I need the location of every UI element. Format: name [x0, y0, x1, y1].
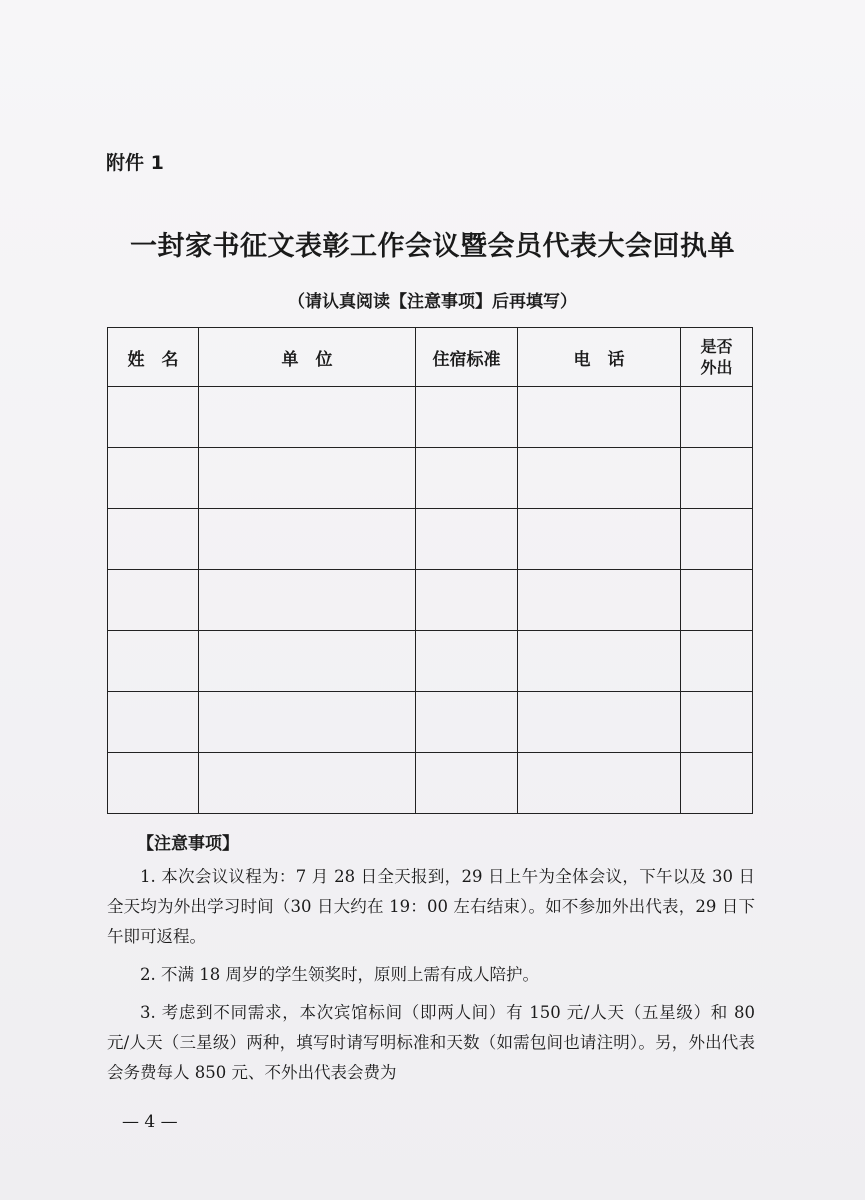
form-cell[interactable]: [518, 753, 681, 814]
form-cell[interactable]: [518, 570, 681, 631]
note-item-1: 1. 本次会议议程为：7 月 28 日全天报到，29 日上午为全体会议，下午以及 30 日全天均为外出学习时间（30 日大约在 19：00 左右结束）。如不参加外出代表，29 日下午即可返程。: [107, 867, 755, 946]
form-cell[interactable]: [199, 570, 416, 631]
form-cell[interactable]: [416, 570, 518, 631]
form-cell[interactable]: [416, 387, 518, 448]
header-unit: 单 位: [199, 328, 416, 387]
page-subtitle: （请认真阅读【注意事项】后再填写）: [288, 292, 577, 312]
table-row: [108, 692, 753, 753]
form-cell[interactable]: [199, 387, 416, 448]
note-item-2: 2. 不满 18 周岁的学生领奖时，原则上需有成人陪护。: [140, 965, 539, 984]
page-title: 一封家书征文表彰工作会议暨会员代表大会回执单: [130, 231, 735, 262]
form-cell[interactable]: [681, 387, 753, 448]
header-outing: [681, 328, 753, 387]
form-cell[interactable]: [681, 509, 753, 570]
form-cell[interactable]: [199, 631, 416, 692]
form-cell[interactable]: [681, 631, 753, 692]
form-cell[interactable]: [518, 387, 681, 448]
form-cell[interactable]: [416, 631, 518, 692]
table-row: [108, 448, 753, 509]
form-cell[interactable]: [518, 509, 681, 570]
receipt-form-table: [107, 327, 753, 814]
form-cell[interactable]: [416, 448, 518, 509]
table-row: [108, 387, 753, 448]
form-cell[interactable]: [518, 631, 681, 692]
table-row: [108, 631, 753, 692]
table-row: [108, 570, 753, 631]
form-cell[interactable]: [199, 448, 416, 509]
form-cell[interactable]: [416, 692, 518, 753]
form-cell[interactable]: [681, 753, 753, 814]
page-number: — 4 —: [122, 1112, 178, 1132]
attachment-label: 附件 1: [106, 152, 164, 174]
form-cell[interactable]: [681, 448, 753, 509]
table-row: [108, 509, 753, 570]
form-cell[interactable]: [108, 509, 199, 570]
form-cell[interactable]: [681, 692, 753, 753]
header-name: 姓 名: [108, 328, 199, 387]
table-body: [108, 387, 753, 814]
form-cell[interactable]: [681, 570, 753, 631]
header-outing-text: 是否 外出: [700, 337, 733, 377]
table-row: [108, 753, 753, 814]
form-cell[interactable]: [108, 448, 199, 509]
table-header-row: [108, 328, 753, 387]
form-cell[interactable]: [108, 631, 199, 692]
form-cell[interactable]: [199, 753, 416, 814]
form-cell[interactable]: [108, 692, 199, 753]
header-phone: 电 话: [518, 328, 681, 387]
form-cell[interactable]: [518, 448, 681, 509]
note-item-3: 3. 考虑到不同需求，本次宾馆标间（即两人间）有 150 元/人天（五星级）和 80 元/人天（三星级）两种，填写时请写明标准和天数（如需包间也请注明）。另，外出代表会务费每人 850 元、不外出代表会费为: [107, 1003, 755, 1082]
form-cell[interactable]: [108, 753, 199, 814]
form-cell[interactable]: [518, 692, 681, 753]
form-cell[interactable]: [199, 509, 416, 570]
form-cell[interactable]: [108, 387, 199, 448]
form-cell[interactable]: [416, 509, 518, 570]
form-cell[interactable]: [416, 753, 518, 814]
form-cell[interactable]: [199, 692, 416, 753]
header-lodging: 住宿标准: [416, 328, 518, 387]
notes-list: [107, 862, 755, 1096]
notes-heading: 【注意事项】: [137, 834, 239, 854]
form-cell[interactable]: [108, 570, 199, 631]
